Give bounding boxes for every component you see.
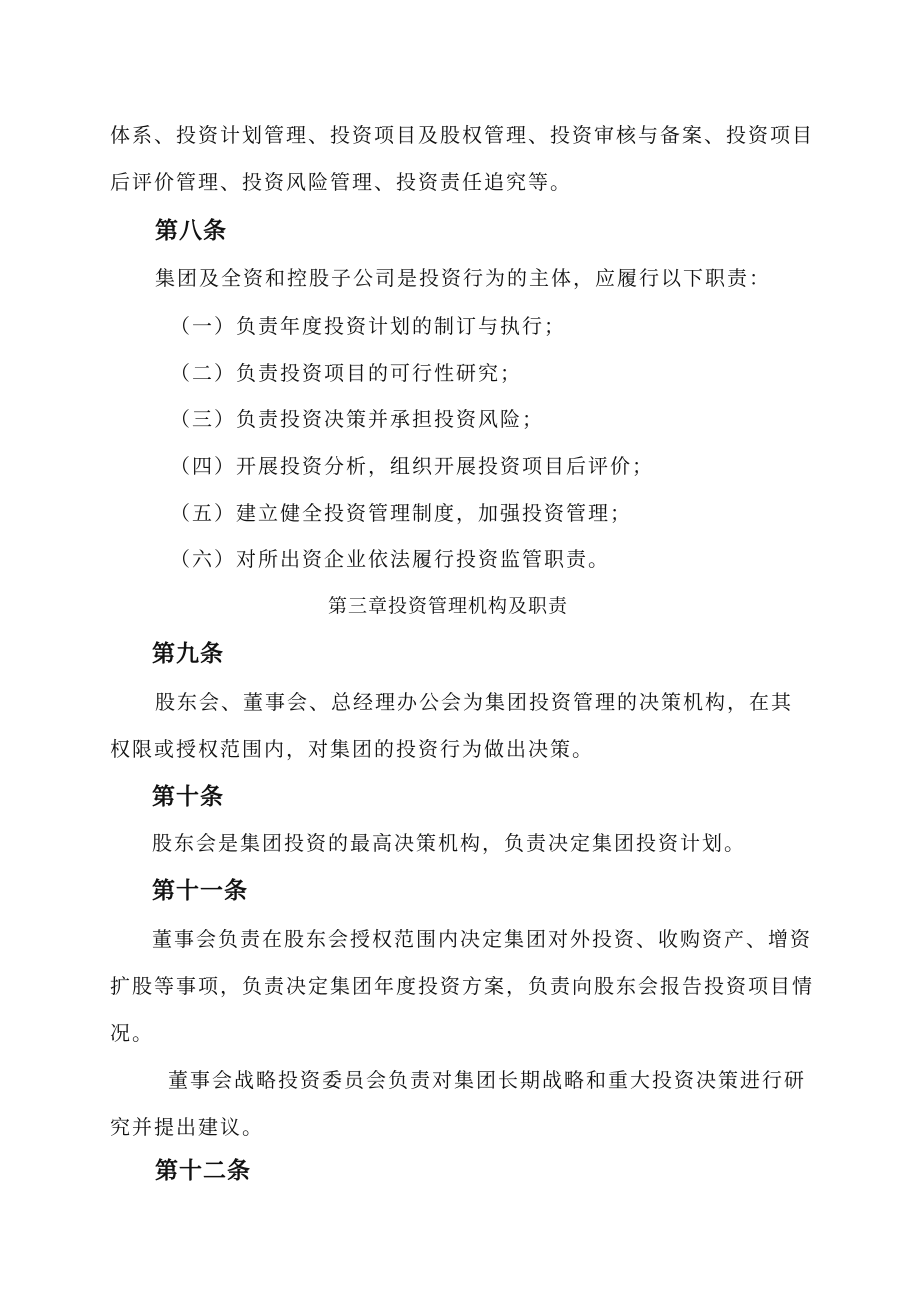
chapter-title: 第三章投资管理机构及职责 — [328, 595, 569, 617]
body-line: 董事会战略投资委员会负责对集团长期战略和重大投资决策进行研 — [168, 1068, 806, 1092]
article-heading: 第十条 — [152, 784, 224, 810]
body-line: 况。 — [110, 1021, 154, 1045]
list-item: （六）对所出资企业依法履行投资监管职责。 — [170, 547, 610, 571]
article-heading: 第九条 — [152, 641, 224, 667]
article-heading: 第十一条 — [152, 878, 248, 904]
list-item: （五）建立健全投资管理制度，加强投资管理； — [170, 501, 632, 525]
body-line: 权限或授权范围内，对集团的投资行为做出决策。 — [110, 737, 594, 761]
body-line: 体系、投资计划管理、投资项目及股权管理、投资审核与备案、投资项目 — [110, 123, 814, 147]
body-line: 后评价管理、投资风险管理、投资责任追究等。 — [110, 170, 572, 194]
body-line: 扩股等事项，负责决定集团年度投资方案，负责向股东会报告投资项目情 — [110, 974, 814, 998]
list-item: （四）开展投资分析，组织开展投资项目后评价； — [170, 454, 654, 478]
body-line: 股东会、董事会、总经理办公会为集团投资管理的决策机构，在其 — [155, 690, 793, 714]
body-line: 究并提出建议。 — [110, 1115, 264, 1139]
article-heading: 第八条 — [155, 218, 227, 244]
body-line: 集团及全资和控股子公司是投资行为的主体，应履行以下职责： — [155, 266, 771, 290]
list-item: （三）负责投资决策并承担投资风险； — [170, 407, 544, 431]
list-item: （一）负责年度投资计划的制订与执行； — [170, 314, 566, 338]
body-line: 董事会负责在股东会授权范围内决定集团对外投资、收购资产、增资 — [152, 927, 812, 951]
list-item: （二）负责投资项目的可行性研究； — [170, 361, 522, 385]
article-heading: 第十二条 — [155, 1158, 251, 1184]
body-line: 股东会是集团投资的最高决策机构，负责决定集团投资计划。 — [152, 831, 746, 855]
